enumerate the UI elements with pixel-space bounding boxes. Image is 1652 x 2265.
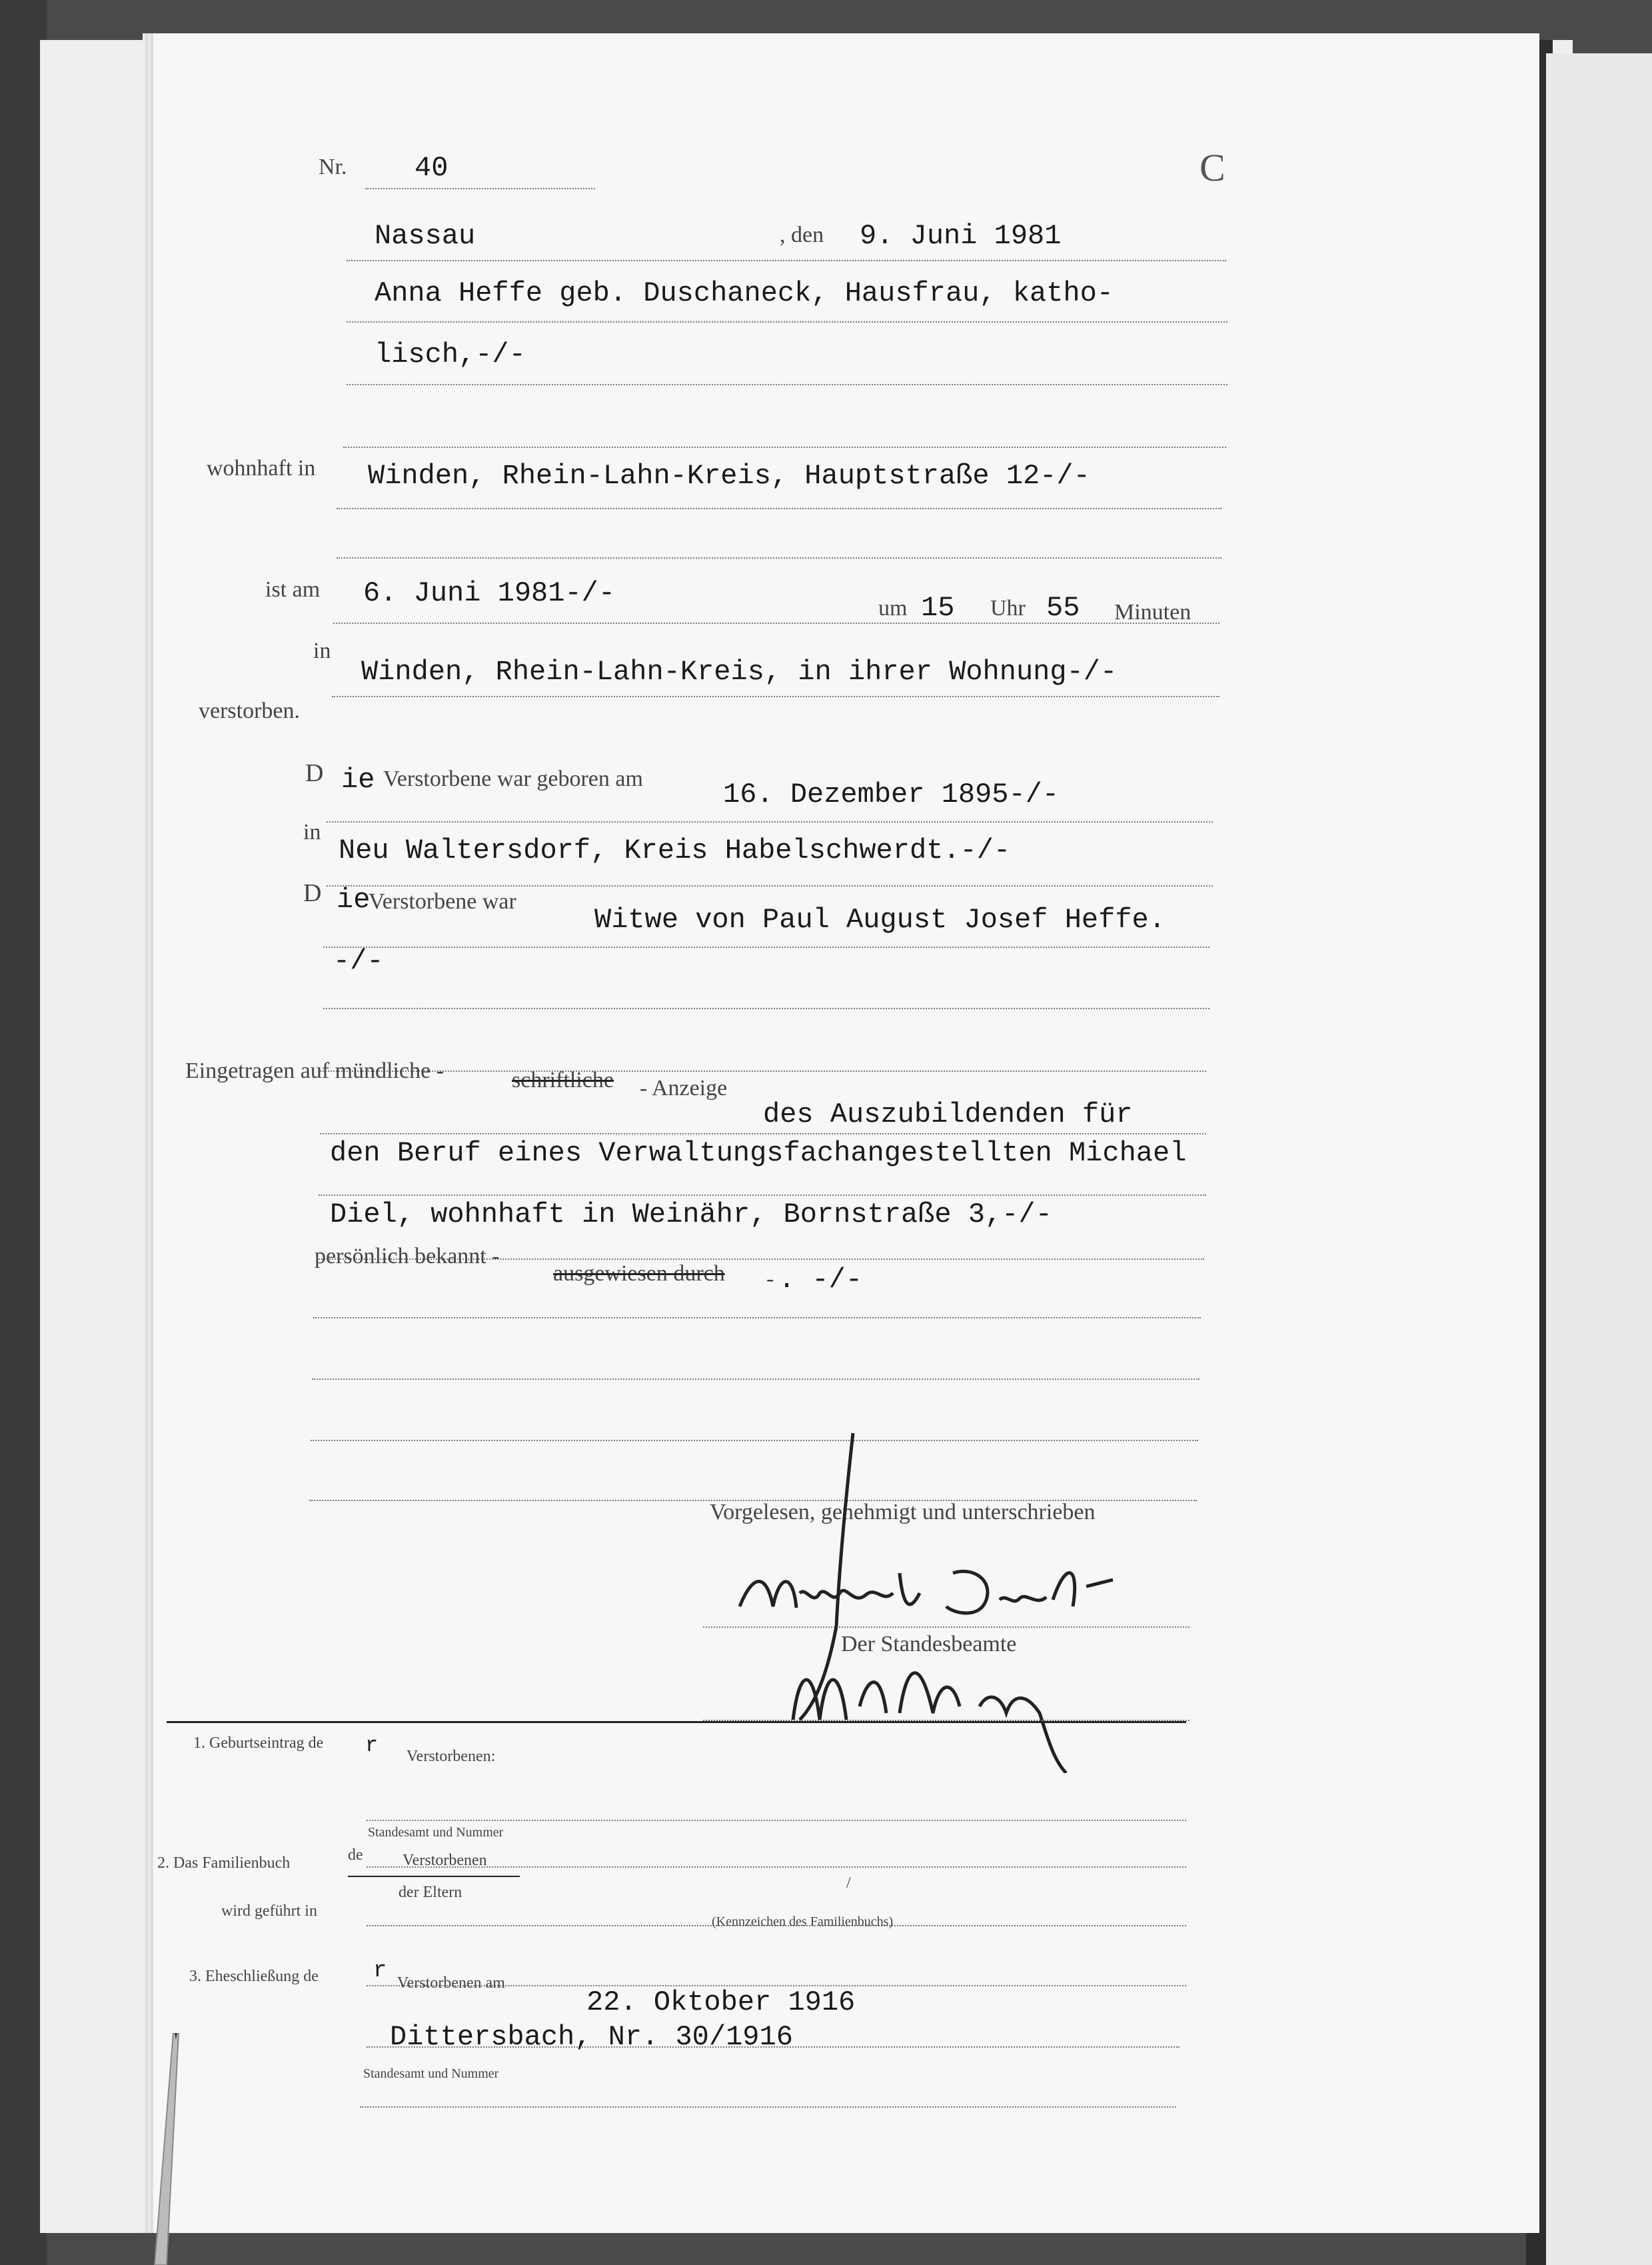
death-hour: 15 [921,592,955,624]
nr-value: 40 [414,152,448,184]
status-value: Witwe von Paul August Josef Heffe. [594,904,1166,936]
nr-line [365,188,595,189]
birth-place-rule [327,885,1213,887]
date: 9. Juni 1981 [860,220,1062,252]
footnote1-rule [367,1820,1186,1821]
birth-date-rule [327,821,1213,823]
status-d-label: D [303,879,322,907]
registration-rule2 [319,1194,1206,1196]
status-ie: ie [337,884,371,916]
registration-label-start: Eingetragen auf mündliche - [185,1059,444,1083]
place-date-line [347,260,1226,261]
footnote3-label2: Verstorbenen am [397,1974,505,1992]
known-end: - [766,1266,774,1291]
person-line2-rule [347,384,1228,385]
birth-d-label: D [305,759,324,787]
death-place: Winden, Rhein-Lahn-Kreis, in ihrer Wohnung-/- [361,656,1118,688]
read-approved-label: Vorgelesen, genehmigt und unterschrieben [710,1500,1096,1524]
person-line1-rule [347,321,1228,323]
footnote3-date: 22. Oktober 1916 [586,1986,856,2018]
death-date: 6. Juni 1981-/- [363,577,616,609]
residence-value: Winden, Rhein-Lahn-Kreis, Hauptstraße 12-/- [368,460,1090,492]
person-line1: Anna Heffe geb. Duschaneck, Hausfrau, katho- [375,277,1114,309]
footnote2-verstorbenen: Verstorbenen [403,1852,487,1869]
registration-line3: Diel, wohnhaft in Weinähr, Bornstraße 3,-/- [330,1198,1052,1230]
nr-label: Nr. [319,155,347,179]
known-value: . -/- [778,1264,863,1296]
footnote3-label: 3. Eheschließung de [189,1968,319,1985]
footnote2-kennzeichen: (Kennzeichen des Familienbuchs) [712,1914,894,1929]
minuten-label: Minuten [1114,600,1192,625]
blank-rule-1 [343,447,1226,448]
birth-label: Verstorbene war geboren am [383,767,643,791]
footnote2-gefuehrt: wird geführt in [221,1902,317,1920]
footnote3-rule2 [360,2106,1176,2108]
blank-rule-3 [320,1071,1206,1072]
birth-date: 16. Dezember 1895-/- [723,779,1060,811]
footnote3-place: Dittersbach, Nr. 30/1916 [390,2021,793,2053]
blank-rule-4 [312,1378,1200,1380]
status-value2: -/- [333,945,384,977]
footnote3-standesamt: Standesamt und Nummer [363,2066,499,2081]
registration-rule1 [320,1133,1206,1134]
blank-rule-2 [337,557,1222,559]
den-label: , den [780,223,824,247]
birth-in-label: in [303,820,321,845]
right-page-edge [1546,53,1652,2265]
status-label: Verstorbene war [369,889,516,914]
pen-icon [153,2033,180,2265]
footnote3-suffix: r [373,1958,387,1984]
death-date-rule [333,623,1220,624]
footnote2-slash: / [846,1874,851,1892]
residence-label: wohnhaft in [207,456,316,481]
footnote1-suffix: r [365,1733,379,1758]
footnote-separator [167,1721,1186,1723]
registration-line1: des Auszubildenden für [763,1099,1133,1131]
birth-place: Neu Waltersdorf, Kreis Habelschwerdt.-/- [339,835,1011,867]
footnote2-label: 2. Das Familienbuch [157,1854,291,1872]
birth-ie: ie [341,764,375,796]
known-struck: ausgewiesen durch [553,1261,725,1286]
known-rule [313,1317,1201,1318]
registrar-label: Der Standesbeamte [841,1632,1017,1656]
registration-line2: den Beruf eines Verwaltungsfachangestellten Michael [330,1137,1187,1169]
death-in-label: in [313,639,331,663]
footnote2-eltern: der Eltern [399,1884,462,1901]
person-line2: lisch,-/- [375,339,526,371]
uhr-label: Uhr [990,596,1026,621]
footnote1-label: 1. Geburtseintrag de [193,1734,324,1752]
residence-rule [337,508,1222,509]
status-rule2 [323,1008,1210,1009]
footnote1-label2: Verstorbenen: [407,1748,496,1765]
registration-label-end: - Anzeige [640,1076,728,1101]
registration-label-struck: schriftliche [512,1068,614,1093]
status-rule [323,947,1210,948]
footnote1-rule2 [367,1866,1186,1868]
footnote1-standesamt: Standesamt und Nummer [368,1825,504,1840]
death-minutes: 55 [1046,592,1080,624]
ist-am-label: ist am [265,577,321,602]
footnote2-de: de [348,1846,363,1864]
form-letter: C [1200,146,1226,189]
known-label: persönlich bekannt - [315,1244,500,1268]
verstorben-label: verstorben. [199,699,301,723]
death-place-rule [332,696,1220,697]
um-label: um [878,596,908,621]
footnote2-fraction-rule [348,1876,520,1877]
place: Nassau [375,220,476,252]
